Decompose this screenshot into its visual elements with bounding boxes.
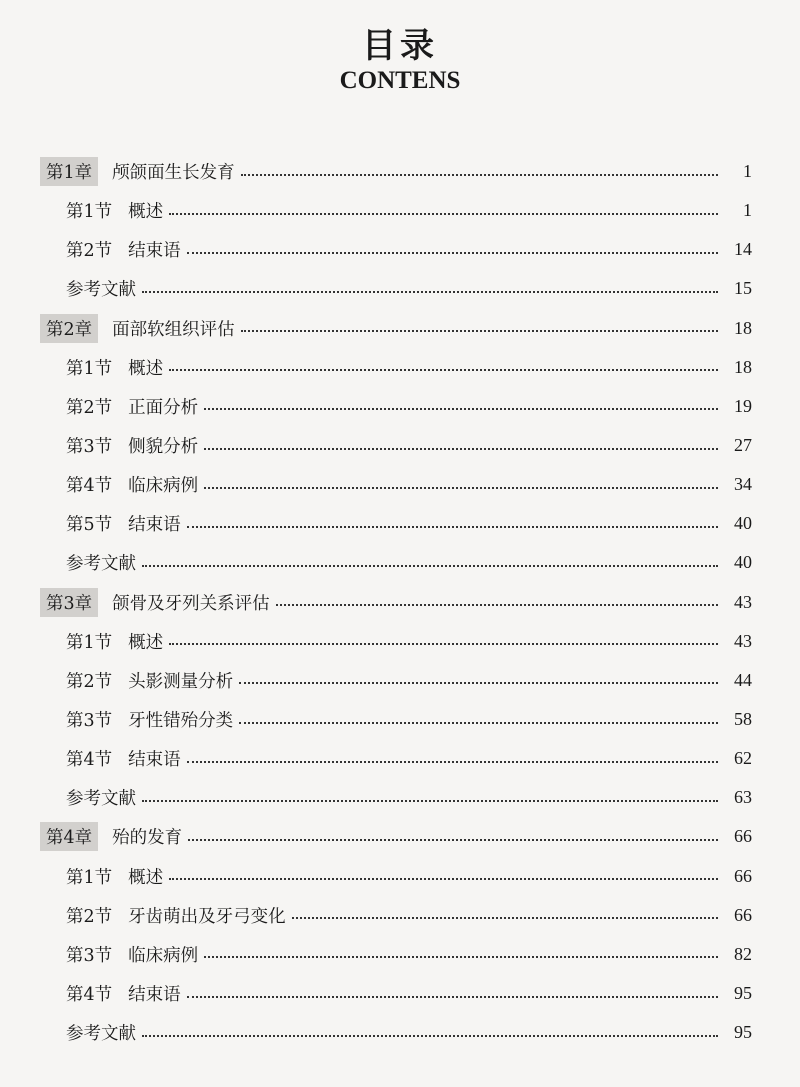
chapter-title: 颅颌面生长发育 — [112, 163, 235, 184]
toc-chapter-row[interactable] — [40, 583, 752, 622]
page-number: 27 — [734, 435, 752, 456]
page-header — [0, 26, 800, 96]
dot-leader — [239, 680, 718, 684]
section-number: 第4节 — [66, 476, 113, 497]
dot-leader — [142, 798, 718, 802]
page-number: 95 — [734, 1022, 752, 1043]
dot-leader — [169, 876, 718, 880]
dot-leader — [204, 406, 718, 410]
page-number: 1 — [743, 161, 752, 182]
page-number: 18 — [734, 356, 752, 377]
page-number: 58 — [734, 709, 752, 730]
section-title: 概述 — [128, 358, 164, 379]
page-number: 40 — [734, 513, 752, 534]
section-title: 概述 — [128, 632, 164, 653]
toc-section-row[interactable] — [40, 230, 752, 269]
toc-section-row[interactable] — [40, 700, 752, 739]
chapter-title: 面部软组织评估 — [112, 319, 235, 340]
chapter-number: 第2章 — [40, 314, 98, 343]
toc-section-row[interactable] — [40, 739, 752, 778]
dot-leader — [188, 837, 718, 841]
toc-references-row[interactable] — [40, 1013, 752, 1052]
section-number: 第3节 — [66, 945, 113, 966]
page-number: 43 — [734, 630, 752, 651]
page-number: 95 — [734, 983, 752, 1004]
toc-references-row[interactable] — [40, 543, 752, 582]
chapter-number: 第4章 — [40, 822, 98, 851]
section-title: 结束语 — [128, 241, 181, 262]
dot-leader — [187, 250, 718, 254]
section-title: 结束语 — [128, 515, 181, 536]
page-number: 40 — [734, 552, 752, 573]
toc-section-row[interactable] — [40, 935, 752, 974]
dot-leader — [169, 641, 718, 645]
page-number: 1 — [743, 200, 752, 221]
section-number: 第2节 — [66, 906, 113, 927]
section-title: 参考文献 — [66, 554, 136, 575]
dot-leader — [169, 211, 718, 215]
dot-leader — [142, 1033, 718, 1037]
toc-section-row[interactable] — [40, 857, 752, 896]
page-number: 14 — [734, 239, 752, 260]
section-number: 第1节 — [66, 632, 113, 653]
page-number: 66 — [734, 904, 752, 925]
chapter-title: 殆的发育 — [112, 828, 183, 849]
section-number: 第2节 — [66, 241, 113, 262]
dot-leader — [142, 289, 718, 293]
page-number: 66 — [734, 826, 752, 847]
page-number: 43 — [734, 591, 752, 612]
section-title: 参考文献 — [66, 1024, 136, 1045]
page-number: 63 — [734, 787, 752, 808]
page-number: 82 — [734, 943, 752, 964]
page-number: 18 — [734, 317, 752, 338]
section-title: 头影测量分析 — [128, 671, 234, 692]
chapter-number: 第3章 — [40, 588, 98, 617]
dot-leader — [241, 328, 718, 332]
table-of-contents — [40, 152, 752, 1052]
section-number: 第1节 — [66, 867, 113, 888]
page-number: 66 — [734, 865, 752, 886]
section-title: 牙性错殆分类 — [128, 711, 234, 732]
section-number: 第1节 — [66, 358, 113, 379]
toc-section-row[interactable] — [40, 896, 752, 935]
section-number: 第2节 — [66, 397, 113, 418]
page-number: 15 — [734, 278, 752, 299]
section-number: 第4节 — [66, 750, 113, 771]
page-number: 62 — [734, 748, 752, 769]
toc-section-row[interactable] — [40, 661, 752, 700]
page-number: 34 — [734, 474, 752, 495]
page-subtitle: CONTENS — [339, 67, 461, 94]
dot-leader — [204, 485, 718, 489]
dot-leader — [204, 446, 718, 450]
toc-chapter-row[interactable] — [40, 817, 752, 856]
toc-section-row[interactable] — [40, 974, 752, 1013]
section-title: 牙齿萌出及牙弓变化 — [128, 906, 286, 927]
toc-section-row[interactable] — [40, 426, 752, 465]
section-title: 概述 — [128, 867, 164, 888]
section-number: 第2节 — [66, 671, 113, 692]
dot-leader — [187, 524, 718, 528]
dot-leader — [276, 602, 718, 606]
toc-chapter-row[interactable] — [40, 152, 752, 191]
dot-leader — [169, 367, 718, 371]
dot-leader — [187, 759, 718, 763]
toc-section-row[interactable] — [40, 348, 752, 387]
dot-leader — [187, 994, 718, 998]
dot-leader — [292, 915, 718, 919]
dot-leader — [241, 172, 718, 176]
section-number: 第1节 — [66, 202, 113, 223]
toc-references-row[interactable] — [40, 269, 752, 308]
dot-leader — [142, 563, 718, 567]
section-title: 临床病例 — [128, 476, 199, 497]
section-number: 第4节 — [66, 985, 113, 1006]
page-number: 19 — [734, 395, 752, 416]
section-title: 正面分析 — [128, 397, 199, 418]
chapter-title: 颌骨及牙列关系评估 — [112, 593, 270, 614]
toc-references-row[interactable] — [40, 778, 752, 817]
section-title: 结束语 — [128, 750, 181, 771]
toc-section-row[interactable] — [40, 191, 752, 230]
page-number: 44 — [734, 669, 752, 690]
section-number: 第5节 — [66, 515, 113, 536]
section-number: 第3节 — [66, 437, 113, 458]
section-number: 第3节 — [66, 711, 113, 732]
dot-leader — [204, 954, 718, 958]
toc-section-row[interactable] — [40, 622, 752, 661]
toc-section-row[interactable] — [40, 504, 752, 543]
chapter-number: 第1章 — [40, 157, 98, 186]
section-title: 临床病例 — [128, 945, 199, 966]
section-title: 侧貌分析 — [128, 437, 199, 458]
dot-leader — [239, 720, 718, 724]
page-title: 目录 — [362, 26, 438, 66]
section-title: 参考文献 — [66, 789, 136, 810]
section-title: 结束语 — [128, 985, 181, 1006]
section-title: 概述 — [128, 202, 164, 223]
toc-chapter-row[interactable] — [40, 309, 752, 348]
toc-section-row[interactable] — [40, 387, 752, 426]
section-title: 参考文献 — [66, 280, 136, 301]
toc-section-row[interactable] — [40, 465, 752, 504]
